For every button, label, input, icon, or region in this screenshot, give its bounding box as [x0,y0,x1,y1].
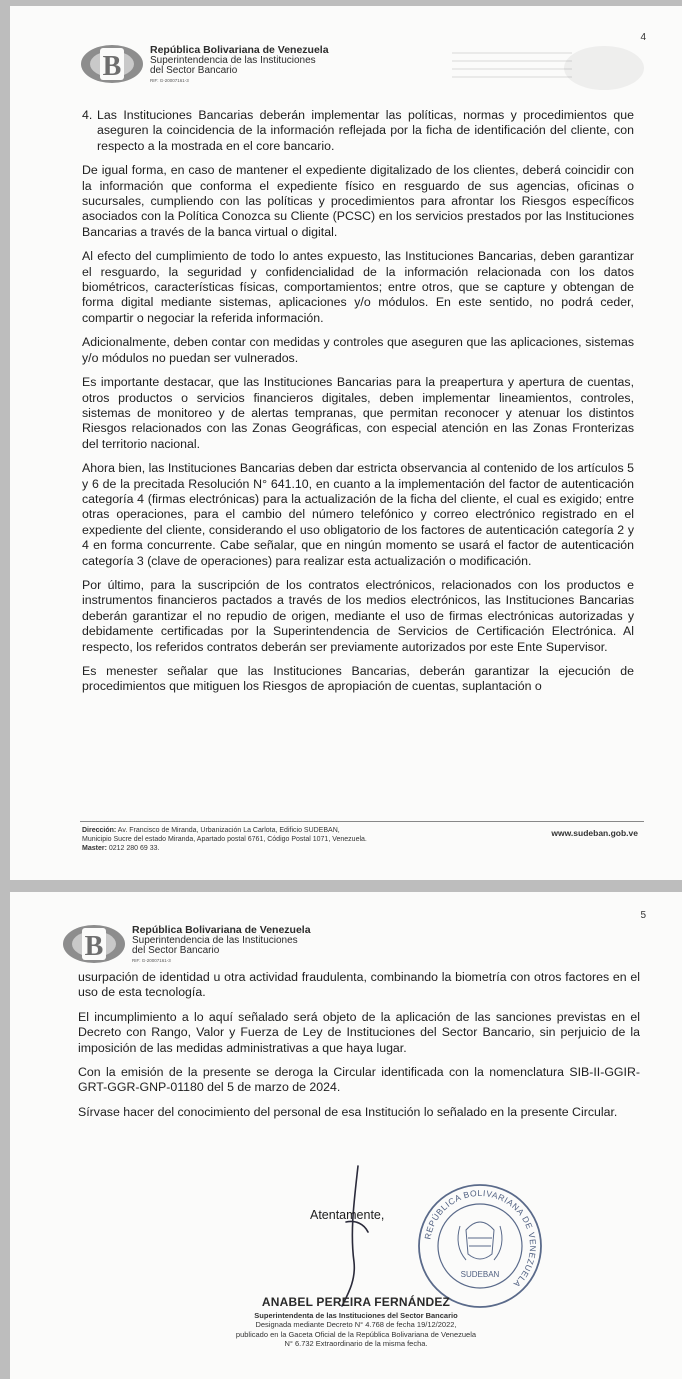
paragraph: Las Instituciones Bancarias deberán implementar las políticas, normas y procedimientos que aseguren la coincidencia de la información reflejada por la ficha de identificación del cliente, con respecto a la mostrada en el core bancario. [97,108,634,153]
footer-phone: 0212 280 69 33. [108,845,160,852]
footer-address: Av. Francisco de Miranda, Urbanización La Carlota, Edificio SUDEBAN, [117,827,340,834]
header-institution-2: del Sector Bancario [150,65,238,77]
signature-block [196,1295,516,1349]
paragraph: Es menester señalar que las Instituciones Bancarias, deberán garantizar la ejecución de procedimientos que mitiguen los Riesgos de apropiación de cuentas, suplantación o [82,664,634,694]
document-page-5 [10,892,682,1379]
sudeban-logo-icon [62,924,126,964]
header-country: República Bolivariana de Venezuela [150,43,329,56]
logo-letter: B [102,51,122,82]
sudeban-letterhead [80,44,329,84]
paragraph: Adicionalmente, deben contar con medidas y controles que aseguren que las aplicaciones, sistemas y/o módulos no puedan ser vulnerados. [82,335,634,365]
header-institution-1: Superintendencia de las Instituciones [150,54,316,66]
footer-divider [80,821,644,822]
seal-outer-text: REPÚBLICA BOLIVARIANA DE VENEZUELA [422,1187,539,1290]
document-page-4 [10,6,682,880]
coat-of-arms-icon [458,1222,502,1260]
footer-address-label: Dirección: [82,827,117,834]
header-rif: RIF: G-20007161-3 [132,957,171,963]
paragraph: Ahora bien, las Instituciones Bancarias deben dar estricta observancia al contenido de los artículos 5 y 6 de la precitada Resolución N° 641.10, en cuanto a la implementación del factor de autenticación categoría 4 (firmas electrónicas) para la actualización de la ficha del cliente, el cual es exigido; entre otras operaciones, para el cambio del número telefónico y correo electrónico registrado en el expediente del cliente, considerando el uso obligatorio de los factores de autenticación categoría 2 y 4 en forma concurrente. Cabe señalar, que en ningún momento se usará el factor de autenticación categoría 3 (clave de operaciones) para realizar esta actualización o modificación. [82,461,634,568]
page-4-body [82,108,634,812]
paragraph: De igual forma, en caso de mantener el expediente digitalizado de los clientes, deberá coincidir con la información que conforma el expediente físico en resguardo de sus agencias, oficinas o sucursales, cumpliendo con las políticas y procedimientos para afrontar los Riesgos específicos asociados con la Política Conozca su Cliente (PCSC) en los servicios prestados por las Instituciones Bancarias a través de la banca virtual o digital. [82,163,634,239]
page-number: 4 [640,32,646,43]
header-institution-1: Superintendencia de las Instituciones [132,934,298,946]
closing-salutation: Atentamente, [310,1208,385,1222]
footer-website-link[interactable]: www.sudeban.gob.ve [551,828,638,838]
paragraph: El incumplimiento a lo aquí señalado será objeto de la aplicación de las sanciones previstas en el Decreto con Rango, Valor y Fuerza de Ley de Instituciones del Sector Bancario, sin perjuicio de la imposición de las medidas administrativas a que haya lugar. [78,1009,640,1055]
page-5-body [78,970,640,1129]
paragraph: Al efecto del cumplimiento de todo lo antes expuesto, las Instituciones Bancarias, deben garantizar el resguardo, la seguridad y confidencialidad de la información relacionada con los datos biométricos, características físicas, comportamientos; entre otros, que se capture y obtengan de forma digital mediante sistemas, aplicaciones y/o módulos. En este sentido, no podrá ceder, compartir o negociar la referida información. [82,249,634,325]
signature-icon [328,1162,388,1317]
footer-address-2: Municipio Sucre del estado Miranda, Apartado postal 6761, Código Postal 1071, Venezuela. [82,836,367,843]
page-number: 5 [640,910,646,921]
footer-phone-label: Master: [82,845,107,852]
signer-decree: Designada mediante Decreto N° 4.768 de fecha 19/12/2022, [255,1320,457,1329]
signer-role: Superintendenta de las Instituciones del Sector Bancario [254,1310,458,1320]
bleed-through-text [452,52,572,82]
sudeban-letterhead [62,924,311,964]
paragraph: Con la emisión de la presente se deroga la Circular identificada con la nomenclatura SIB-II-GGIR-GRT-GGR-GNP-01180 del 5 de marzo de 2024. [78,1065,640,1095]
paragraph: Por último, para la suscripción de los contratos electrónicos, relacionados con los productos e instrumentos financieros pactados a través de los medios electrónicos, las Instituciones Bancarias deberán garantizar el no repudio de origen, mediante el uso de firmas electrónicas autorizadas y debidamente certificadas por la Superintendencia de Servicios de Certificación Electrónica. Al respecto, los referidos contratos deberán ser previamente autorizados por este Ente Supervisor. [82,577,634,654]
signer-gazette: publicado en la Gaceta Oficial de la República Bolivariana de Venezuela [235,1329,477,1339]
paragraph: Es importante destacar, que las Instituciones Bancarias para la preapertura y apertura de cuentas, otros productos o servicios financieros digitales, deben implementar lineamientos, controles, sistemas de monitoreo y de alertas tempranas, que permitan reconocer y atenuar los distintos Riesgos relacionados con las Zonas Geográficas, con especial atención en las Zonas Fronterizas del territorio nacional. [82,375,634,451]
paragraph: usurpación de identidad u otra actividad fraudulenta, combinando la biometría con otros factores en el uso de esta tecnología. [78,970,640,1000]
bleed-through-logo [564,46,644,90]
paragraph: Sírvase hacer del conocimiento del personal de esa Institución lo señalado en la presente Circular. [78,1104,618,1119]
seal-inner-text: SUDEBAN [460,1270,500,1279]
signer-gazette-number: N° 6.732 Extraordinario de la misma fecha. [284,1339,428,1348]
list-item-4 [82,108,634,154]
header-rif: RIF: G-20007161-3 [150,77,189,83]
header-country: República Bolivariana de Venezuela [132,923,311,936]
page-footer [82,826,367,853]
item-number: 4. [82,108,93,122]
logo-letter: B [84,931,104,962]
signer-name: ANABEL PEREIRA FERNÁNDEZ [261,1295,451,1309]
sudeban-logo-icon [80,44,144,84]
header-institution-2: del Sector Bancario [132,945,220,957]
